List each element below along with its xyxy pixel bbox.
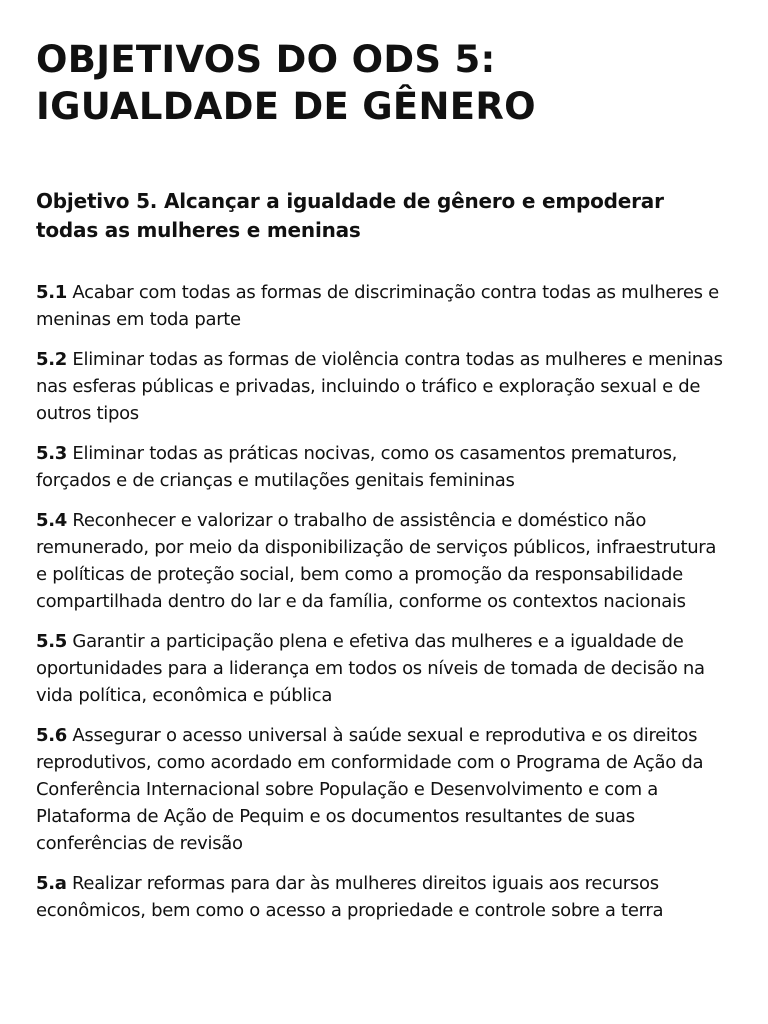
target-code: 5.a: [36, 873, 67, 894]
target-text: Eliminar todas as práticas nocivas, como os casamentos prematuros, forçados e de crianças e mutilações genitais femininas: [36, 443, 678, 491]
targets-list: [36, 279, 732, 924]
target-code: 5.4: [36, 510, 67, 531]
target-text: Reconhecer e valorizar o trabalho de assistência e doméstico não remunerado, por meio da disponibilização de serviços públicos, infraestrutura e políticas de proteção social, bem como a promoção da responsabilidade compartilhada dentro do lar e da família, conforme os contextos nacionais: [36, 510, 717, 612]
target-code: 5.3: [36, 443, 67, 464]
target-item-5-2: [36, 346, 732, 427]
target-text: Garantir a participação plena e efetiva das mulheres e a igualdade de oportunidades para a liderança em todos os níveis de tomada de decisão na vida política, econômica e pública: [36, 631, 705, 706]
target-item-5-5: [36, 628, 732, 709]
target-item-5-1: [36, 279, 732, 333]
target-text: Eliminar todas as formas de violência contra todas as mulheres e meninas nas esferas públicas e privadas, incluindo o tráfico e exploração sexual e de outros tipos: [36, 349, 723, 424]
target-item-5-4: [36, 507, 732, 615]
target-item-5-3: [36, 440, 732, 494]
target-text: Realizar reformas para dar às mulheres direitos iguais aos recursos econômicos, bem como o acesso a propriedade e controle sobre a terra: [36, 873, 664, 921]
goal-subtitle: Objetivo 5. Alcançar a igualdade de gênero e empoderar todas as mulheres e meninas: [36, 189, 664, 242]
target-text: Acabar com todas as formas de discriminação contra todas as mulheres e meninas em toda parte: [36, 282, 719, 330]
target-code: 5.1: [36, 282, 67, 303]
page-title: OBJETIVOS DO ODS 5: IGUALDADE DE GÊNERO: [36, 38, 536, 128]
target-code: 5.2: [36, 349, 67, 370]
target-item-5-a: [36, 870, 732, 924]
target-text: Assegurar o acesso universal à saúde sexual e reprodutiva e os direitos reprodutivos, como acordado em conformidade com o Programa de Ação da Conferência Internacional sobre População e Desenvolvimento e com a Plataforma de Ação de Pequim e os documentos resultantes de suas conferências de revisão: [36, 725, 704, 854]
target-code: 5.5: [36, 631, 67, 652]
target-item-5-6: [36, 722, 732, 857]
target-code: 5.6: [36, 725, 67, 746]
